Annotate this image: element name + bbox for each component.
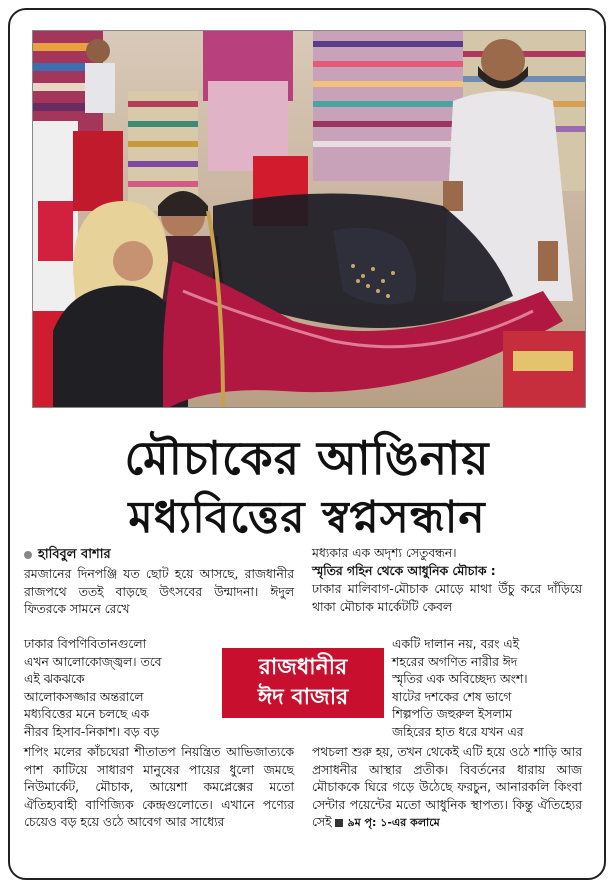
text-line: এখন আলোকোজ্জ্বল। তবে xyxy=(24,654,162,669)
byline xyxy=(24,545,111,566)
text-line: মধ্যবিত্তের মনে চলছে এক xyxy=(24,707,150,722)
section-highlight-box xyxy=(222,648,384,718)
article-photo-saree-shop xyxy=(32,30,586,408)
continuation-label: ৯ম পৃ: ১-এর কলামে xyxy=(347,816,440,830)
text-line: শিল্পপতি জহুরুল ইসলাম xyxy=(392,707,513,722)
headline-line-1: মৌচাকের আঙিনায় xyxy=(124,431,490,485)
author-name: হাবিবুল বাশার xyxy=(38,547,111,562)
text-line: ষাটের দশকের শেষ ভাগে xyxy=(392,689,512,704)
body-right-wrap xyxy=(392,636,582,742)
text-line: আলোকসজ্জার অন্তরালে xyxy=(24,689,144,704)
body-left-wrap xyxy=(24,636,212,742)
text-line: জহিরের হাত ধরে যখন এর xyxy=(392,724,524,739)
body-right-main xyxy=(312,744,582,832)
bullet-icon xyxy=(24,551,32,559)
text-line: একটি দালান নয়, বরং এই xyxy=(392,637,520,651)
continuation-note[interactable] xyxy=(335,816,439,829)
body-right-lead: মধ্যকার এক অদৃশ্য সেতুবন্ধন। xyxy=(312,546,457,560)
text-line: স্মৃতির এক অবিচ্ছেদ্য অংশ। xyxy=(392,672,528,687)
body-left-intro: রমজানের দিনপঞ্জি যত ছোট হয়ে আসছে, রাজধানীর রাজপথে ততই বাড়ছে উৎসবের উন্মাদনা। ঈদুল ফিতরকে সামনে রেখে xyxy=(24,567,294,617)
highlight-line-2: ঈদ বাজার xyxy=(257,685,349,710)
body-left-main: শপিং মলের কাঁচঘেরা শীতাতপ নিয়ন্ত্রিত আভিজাত্যকে পাশ কাটিয়ে সাধারণ মানুষের পায়ের ধুলো জমছে নিউমার্কেট, মৌচাক, আয়েশা কমপ্লেক্সের মতো ঐতিহ্যবাহী বাণিজ্যিক কেন্দ্রগুলোতে। এখানে পণ্যের চেয়েও বড় হয়ে ওঠে আবেগ আর সাধ্যের xyxy=(24,745,294,830)
headline-line-2: মধ্যবিত্তের স্বপ্নসন্ধান xyxy=(128,492,486,543)
square-bullet-icon xyxy=(335,819,343,827)
highlight-line-1: রাজধানীর xyxy=(258,655,348,680)
text-line: ঢাকার বিপণিবিতানগুলো xyxy=(24,637,147,651)
section-subhead: স্মৃতির গহিন থেকে আধুনিক মৌচাক : xyxy=(312,564,496,578)
body-right-text: পথচলা শুরু হয়, তখন থেকেই এটি হয়ে ওঠে শাড়ি আর প্রসাধনীর আস্থার প্রতীক। বিবর্তনের ধারায় আজ মৌচাককে ঘিরে গড়ে উঠেছে ফরচুন, আনারকলি কিংবা সেন্টার পয়েন্টের মতো আধুনিক স্থাপত্য। কিন্তু ঐতিহ্যের সেই xyxy=(312,745,582,830)
text-line: এই ঝকঝকে xyxy=(24,672,85,687)
text-line: শহরের অগণিত নারীর ঈদ xyxy=(392,654,518,669)
body-right-intro: ঢাকার মালিবাগ-মৌচাক মোড়ে মাথা উঁচু করে দাঁড়িয়ে থাকা মৌচাক মার্কেটটি কেবল xyxy=(312,582,582,614)
text-line: নীরব হিসাব-নিকাশ। বড় বড় xyxy=(24,724,160,739)
